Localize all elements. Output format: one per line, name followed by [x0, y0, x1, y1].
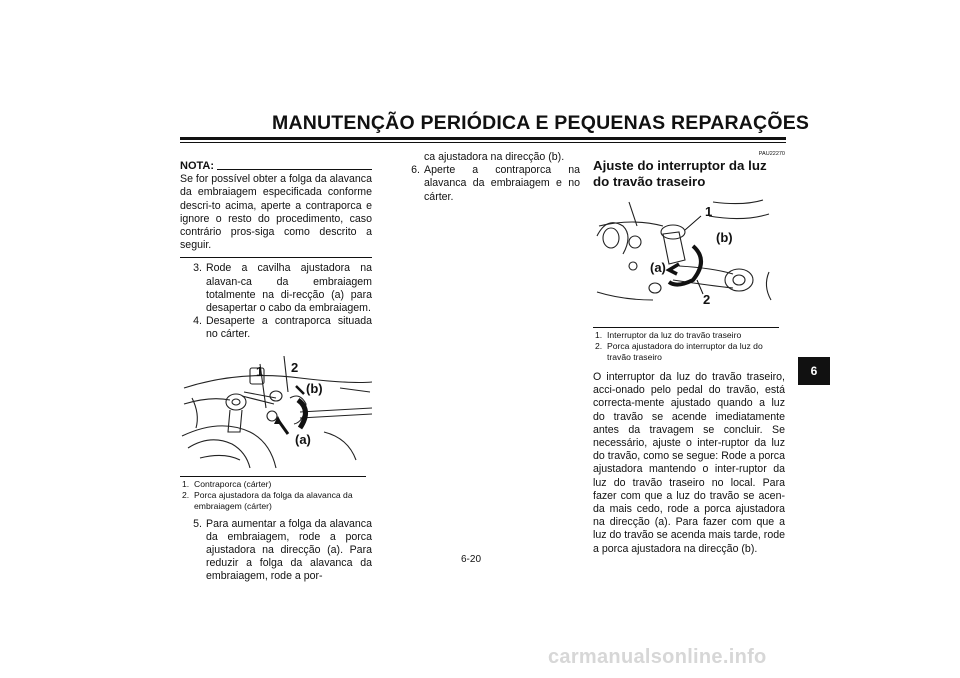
caption-number: 1. [182, 478, 190, 489]
clutch-crankcase-drawing [180, 348, 372, 470]
step-5-continued [398, 151, 580, 164]
caption-item [593, 341, 785, 363]
caption-item [593, 330, 785, 341]
callout-1: 1 [705, 204, 713, 219]
caption-text: Porca ajustadora do interruptor da luz do travão traseiro [607, 341, 763, 362]
step-number: 6. [411, 164, 420, 177]
brake-switch-illustration [593, 196, 785, 321]
chapter-tab: 6 [798, 357, 830, 385]
figure-caption [593, 330, 785, 363]
callout-b: (b) [306, 380, 323, 396]
caption-text: Contraporca (cárter) [194, 478, 272, 489]
caption-number: 2. [595, 341, 603, 351]
figure-caption [180, 479, 372, 512]
caption-item [180, 490, 372, 512]
middle-column [398, 151, 580, 204]
brake-light-switch-drawing [593, 196, 785, 321]
callout-2: 2 [291, 359, 299, 375]
caption-number: 2. [182, 489, 190, 500]
clutch-adjuster-illustration [180, 348, 372, 470]
title-rule-thin [180, 142, 786, 143]
step-text: Rode a cavilha ajustadora na alavan-ca da embraiagem totalmente na di-recção (a) para desapertar o cabo da embraiagem. [206, 262, 372, 315]
page-title: MANUTENÇÃO PERIÓDICA E PEQUENAS REPARAÇÕES [272, 112, 810, 134]
note-header [180, 160, 372, 173]
note-end-rule [180, 257, 372, 258]
step-6 [398, 164, 580, 204]
title-rule [180, 137, 786, 140]
page-number: 6-20 [461, 554, 482, 565]
caption-text: Porca ajustadora da folga da alavanca da embraiagem (cárter) [194, 489, 353, 511]
note-label: NOTA: [180, 160, 215, 172]
step-5 [180, 518, 372, 584]
caption-rule [593, 327, 779, 328]
callout-a: (a) [650, 260, 666, 275]
watermark: carmanualsonline.info [548, 646, 767, 668]
right-column [593, 151, 785, 556]
step-number: 3. [193, 262, 202, 275]
callout-2: 2 [703, 292, 711, 307]
caption-rule [180, 476, 366, 477]
step-text: Para aumentar a folga da alavanca da embraiagem, rode a porca ajustadora na direcção (a). Para reduzir a folga da alavanca da embraiagem, rode a por- [206, 517, 372, 583]
callout-1: 1 [256, 363, 264, 379]
caption-text: Interruptor da luz do travão traseiro [607, 330, 742, 340]
section-heading: Ajuste do interruptor da luz do travão traseiro [593, 158, 767, 189]
callout-b: (b) [716, 230, 733, 245]
reference-code: PAU22270 [758, 151, 785, 157]
step-text: Desaperte a contraporca situada no cárter. [206, 315, 372, 341]
step-text: ca ajustadora na direcção (b). [424, 151, 565, 163]
note-text: Se for possível obter a folga da alavanca da embraiagem especificada conforme descri-to acima, aperte a contraporca e ignore o resto do procedimento, caso contrário pros-siga como descrito a seguir. [180, 173, 372, 252]
step-4 [180, 315, 372, 341]
step-number: 4. [193, 315, 202, 328]
step-3 [180, 262, 372, 315]
note-rule [217, 169, 372, 170]
callout-a: (a) [295, 431, 311, 447]
caption-item [180, 479, 372, 490]
body-paragraph: O interruptor da luz do travão traseiro, acci-onado pelo pedal do travão, está correcta-mente ajustado quando a luz do travão se acende imediatamente antes da travagem se concluir. Se necessário, ajuste o inter-ruptor da luz do travão, como se segue: Rode a porca ajustadora mantendo o inter-ruptor da luz do travão traseiro no local. Para fazer com que a luz do travão se acen-da mais cedo, rode a porca ajustadora na direcção (a). Para fazer com que a luz do travão se acenda mais tarde, rode a porca ajustadora na direcção (b). [593, 371, 785, 555]
step-number: 5. [193, 517, 202, 530]
step-text: Aperte a contraporca na alavanca da embraiagem e no cárter. [424, 164, 580, 203]
caption-number: 1. [595, 330, 603, 340]
left-column [180, 160, 372, 584]
